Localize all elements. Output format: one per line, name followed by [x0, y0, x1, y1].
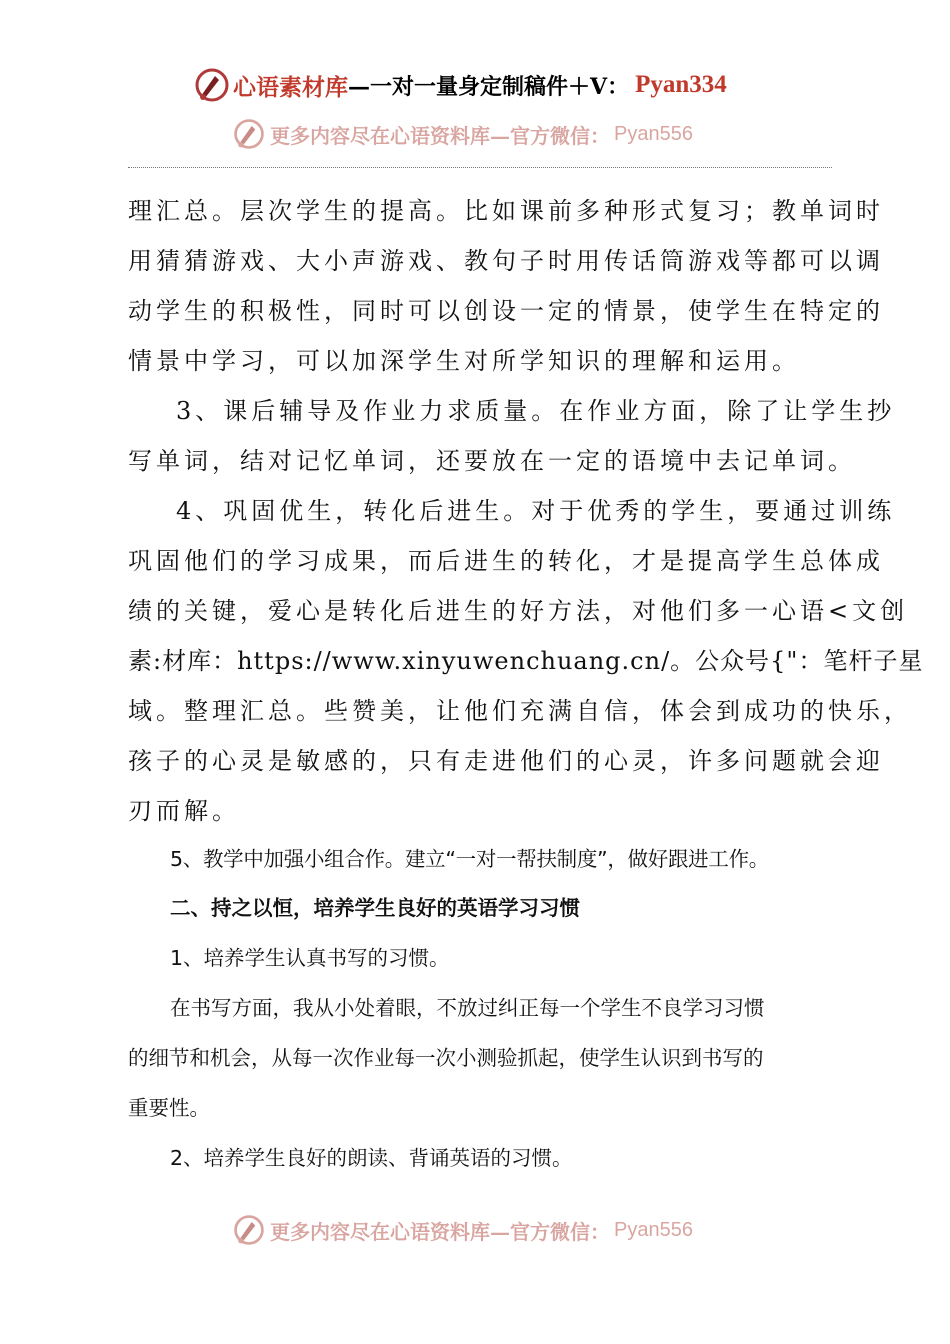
body-line: 理汇总。层次学生的提高。比如课前多种形式复习；教单词时	[128, 197, 884, 225]
footer-banner	[232, 1212, 752, 1248]
body-line: 5、教学中加强小组合作。建立“一对一帮扶制度”，做好跟进工作。	[170, 847, 769, 871]
body-line: 孩子的心灵是敏感的，只有走进他们的心灵，许多问题就会迎	[128, 747, 884, 775]
body-line: 域。整理汇总。些赞美，让他们充满自信，体会到成功的快乐，	[128, 697, 912, 725]
body-line: 4、巩固优生，转化后进生。对于优秀的学生，要通过训练	[176, 497, 896, 525]
footer-id: Pyan556	[614, 1218, 693, 1241]
body-line: 巩固他们的学习成果，而后进生的转化，才是提高学生总体成	[128, 547, 884, 575]
header-tagline: —一对一量身定制稿件＋V：	[348, 73, 630, 100]
body-line: 的细节和机会，从每一次作业每一次小测验抓起，使学生认识到书写的	[128, 1046, 764, 1070]
body-line: 动学生的积极性，同时可以创设一定的情景，使学生在特定的	[128, 297, 884, 325]
header-sub-id: Pyan556	[614, 122, 693, 145]
body-line: 在书写方面，我从小处着眼，不放过纠正每一个学生不良学习习惯	[170, 996, 765, 1020]
footer-text: 更多内容尽在心语资料库—官方微信：	[270, 1219, 610, 1244]
header-subline	[232, 116, 752, 152]
brush-logo-icon	[232, 117, 266, 151]
body-line: 刃而解。	[128, 797, 240, 825]
body-line: 写单词，结对记忆单词，还要放在一定的语境中去记单词。	[128, 447, 856, 475]
body-line: 2、培养学生良好的朗读、背诵英语的习惯。	[170, 1146, 573, 1170]
body-line: 素:材库：https://www.xinyuwenchuang.cn/。公众号{"：笔杆子星	[128, 647, 924, 675]
header-divider	[128, 167, 832, 168]
header-sub-text: 更多内容尽在心语资料库—官方微信：	[270, 123, 610, 148]
body-line: 重要性。	[128, 1096, 210, 1120]
section-heading: 二、持之以恒，培养学生良好的英语学习习惯	[170, 896, 580, 920]
brand-name: 心语素材库	[233, 73, 348, 101]
body-line: 1、培养学生认真书写的习惯。	[170, 946, 450, 970]
brush-logo-icon	[193, 66, 231, 104]
brush-logo-icon	[232, 1213, 266, 1247]
body-line: 绩的关键，爱心是转化后进生的好方法，对他们多一心语<文创	[128, 597, 909, 625]
body-line: 3、课后辅导及作业力求质量。在作业方面，除了让学生抄	[176, 397, 896, 425]
body-line: 用猜猜游戏、大小声游戏、教句子时用传话筒游戏等都可以调	[128, 247, 884, 275]
header-contact-id: Pyan334	[635, 71, 727, 98]
body-line: 情景中学习，可以加深学生对所学知识的理解和运用。	[128, 347, 800, 375]
header-banner	[193, 66, 833, 104]
